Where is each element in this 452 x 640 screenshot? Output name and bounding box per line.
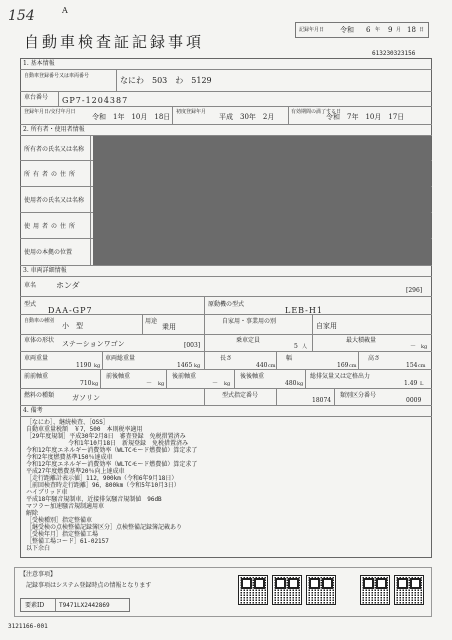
displacement-label: 総排気量又は定格出力 [310,373,371,380]
note-line: ［受検年月］指定整備工場 [26,531,99,538]
height-value: 154 [406,362,418,369]
note-line: 平成27年度燃費基準20％向上達成車 [26,468,125,475]
note-line: 令和2年度燃費基準150％達成車 [26,454,113,461]
vehicle-name-code: [296] [406,287,423,294]
weight-label: 車両重量 [24,355,49,362]
kind-label: 自動車の種別 [24,318,55,324]
weight-value: 1190 [76,362,92,369]
use-value: 乗用 [162,323,176,331]
body-value: ステーションワゴン [62,340,125,348]
element-id-label: 要素ID [25,602,45,609]
gross-weight-value: 1465 [177,362,193,369]
notice-title: 【注意事項】 [20,571,57,578]
record-date-year: 6 [366,26,371,34]
length-label: 長さ [220,355,233,362]
rear-axle-label: 後後軸重 [240,373,265,380]
qr-code-2 [272,575,302,605]
width-unit: cm [349,363,357,369]
section-owner-heading: 2. 所有者・使用者情報 [23,126,85,133]
weight-unit: kg [94,363,101,369]
fuel-label: 燃料の種類 [24,392,55,399]
front-axle-value: 710 [80,380,92,387]
section-basic-heading: 1. 基本情報 [23,60,55,67]
use-label: 用途 [145,318,158,325]
height-label: 高さ [368,355,381,362]
body-code: [003] [184,342,201,349]
front-axle-label: 前前軸重 [24,373,49,380]
length-unit: cm [268,363,276,369]
note-line: 令和12年度エネルギー消費効率（WLTCモード燃費値）算定求了 [26,461,198,468]
purpose-value: 自家用 [316,322,337,330]
rear-front-axle-value: － [212,380,219,387]
handwritten-letter: A [62,6,68,15]
first-year-label: 初度登録年月 [176,109,207,115]
note-line: ［整備工場コード］61-02157 [26,538,109,545]
model-label: 型式 [24,301,37,308]
model-value: DAA-GP7 [48,306,93,315]
rear-front-axle-unit: kg [224,381,231,387]
element-id-value: T9471LX2442869 [59,602,110,609]
user-name-label: 使用者の氏名又は名称 [24,197,85,204]
reg-number-value: なにわ 503 わ 5129 [120,76,212,85]
width-value: 169 [337,362,349,369]
chassis-value: GP7-1204387 [62,96,129,105]
qr-code-5 [394,575,424,605]
category-value: 0009 [406,397,422,404]
notice-text: 記録事項はシステム登録時点の情報となります [26,582,152,589]
designation-value: 18074 [312,397,332,404]
note-line: ハイブリッド車 [26,489,68,496]
expiry-label: 有効期間の満了する日 [291,109,342,115]
record-date-box: 記録年月日 令和 6 年 9 月 18 日 [295,22,429,38]
max-load-label: 最大積載量 [346,337,377,344]
note-line: ［前回検査時走行距離］96，800km（令和5年10月3日） [26,482,180,489]
qr-code-3 [306,575,336,605]
gross-weight-label: 車両総重量 [105,355,136,362]
engine-label: 原動機の型式 [208,301,245,308]
front-axle-unit: kg [92,381,99,387]
qr-code-1 [238,575,268,605]
capacity-unit: 人 [302,344,308,350]
note-line: 自動車重量税額 ￥7，500 本則税率適用 [26,426,143,433]
displacement-value: 1.49 [404,380,418,387]
displacement-unit: L [420,381,424,387]
length-value: 440 [256,362,268,369]
owner-name-label: 所有者の氏名又は名称 [24,146,85,153]
page-title: 自動車検査証記録事項 [24,33,205,51]
purpose-label: 自家用・事業用の別 [222,318,277,325]
first-reg-value: 令和 1年 10月 18日 [92,113,171,121]
first-reg-label: 登録年月日/交付年月日 [24,109,76,115]
note-line: ［29年度規制］平成30年2月8日 審査登録 免税措置済み [26,433,186,440]
chassis-label: 車台番号 [24,94,49,101]
note-line: マフラー加速騒音規制適用車 [26,503,105,510]
section-notes-heading: 4. 備考 [23,407,43,414]
note-line: 平成18年騒音規制車、近接排気騒音規制値 96dB [26,496,162,503]
capacity-value: 5 [294,343,298,350]
rear-axle-value: 480 [285,380,297,387]
capacity-label: 乗車定員 [236,337,261,344]
owner-address-label: 所有者の住所 [24,171,79,178]
note-line: 令和12年度エネルギー消費効率（WLTCモード燃費値）算定求了 [26,447,198,454]
rear-front-axle-label: 後前軸重 [172,373,197,380]
note-line: 以下余白 [26,545,51,552]
rear-axle-unit: kg [297,381,304,387]
first-year-value: 平成 30年 2月 [219,113,275,121]
qr-code-4 [360,575,390,605]
fuel-value: ガソリン [72,394,100,402]
body-label: 車体の形状 [24,337,55,344]
element-id-box [20,598,130,612]
engine-value: LEB-H1 [285,306,323,315]
reg-number-label: 自動車登録番号又は車両番号 [24,73,90,79]
expiry-value: 令和 7年 10月 17日 [326,113,405,121]
width-label: 幅 [286,355,293,362]
designation-label: 型式指定番号 [222,392,259,399]
doc-number: 613230323156 [372,50,416,57]
category-label: 類別区分番号 [340,392,377,399]
gross-weight-unit: kg [194,363,201,369]
vehicle-name-label: 車名 [24,282,37,289]
record-date-month: 9 [388,26,393,34]
section-vehicle-heading: 3. 車両詳細情報 [23,267,67,274]
note-line: ［なにわ］、継続検査、［OSS］ [26,419,109,426]
user-address-label: 使用者の住所 [24,223,79,230]
record-date-day: 18 [407,26,416,34]
redacted-owner-info [93,136,431,265]
bottom-code: 3121166-001 [8,623,48,630]
note-line: 解除 [26,510,39,517]
max-load-unit: kg [421,344,428,350]
note-line: ［走行距離計表示値］112，900km（令和6年9月18日） [26,475,178,482]
vehicle-name-value: ホンダ [56,281,80,290]
handwritten-number: 154 [8,8,35,24]
max-load-value: － [410,343,417,350]
note-line: ［継受検の点検整備記録簿区分］点検整備記録簿記載あり [26,524,183,531]
note-line: 令和1年10月18日 新規登録 免税措置済み [26,440,189,447]
record-date-label: 記録年月日 [299,27,325,33]
height-unit: cm [418,363,426,369]
note-line: ［受検種別］指定整備車 [26,517,93,524]
base-location-label: 使用の本拠の位置 [24,249,73,256]
kind-value: 小 型 [62,322,83,330]
front-rear-axle-value: － [146,380,153,387]
record-date-era: 令和 [340,26,354,34]
front-rear-axle-unit: kg [158,381,165,387]
front-rear-axle-label: 前後軸重 [106,373,131,380]
